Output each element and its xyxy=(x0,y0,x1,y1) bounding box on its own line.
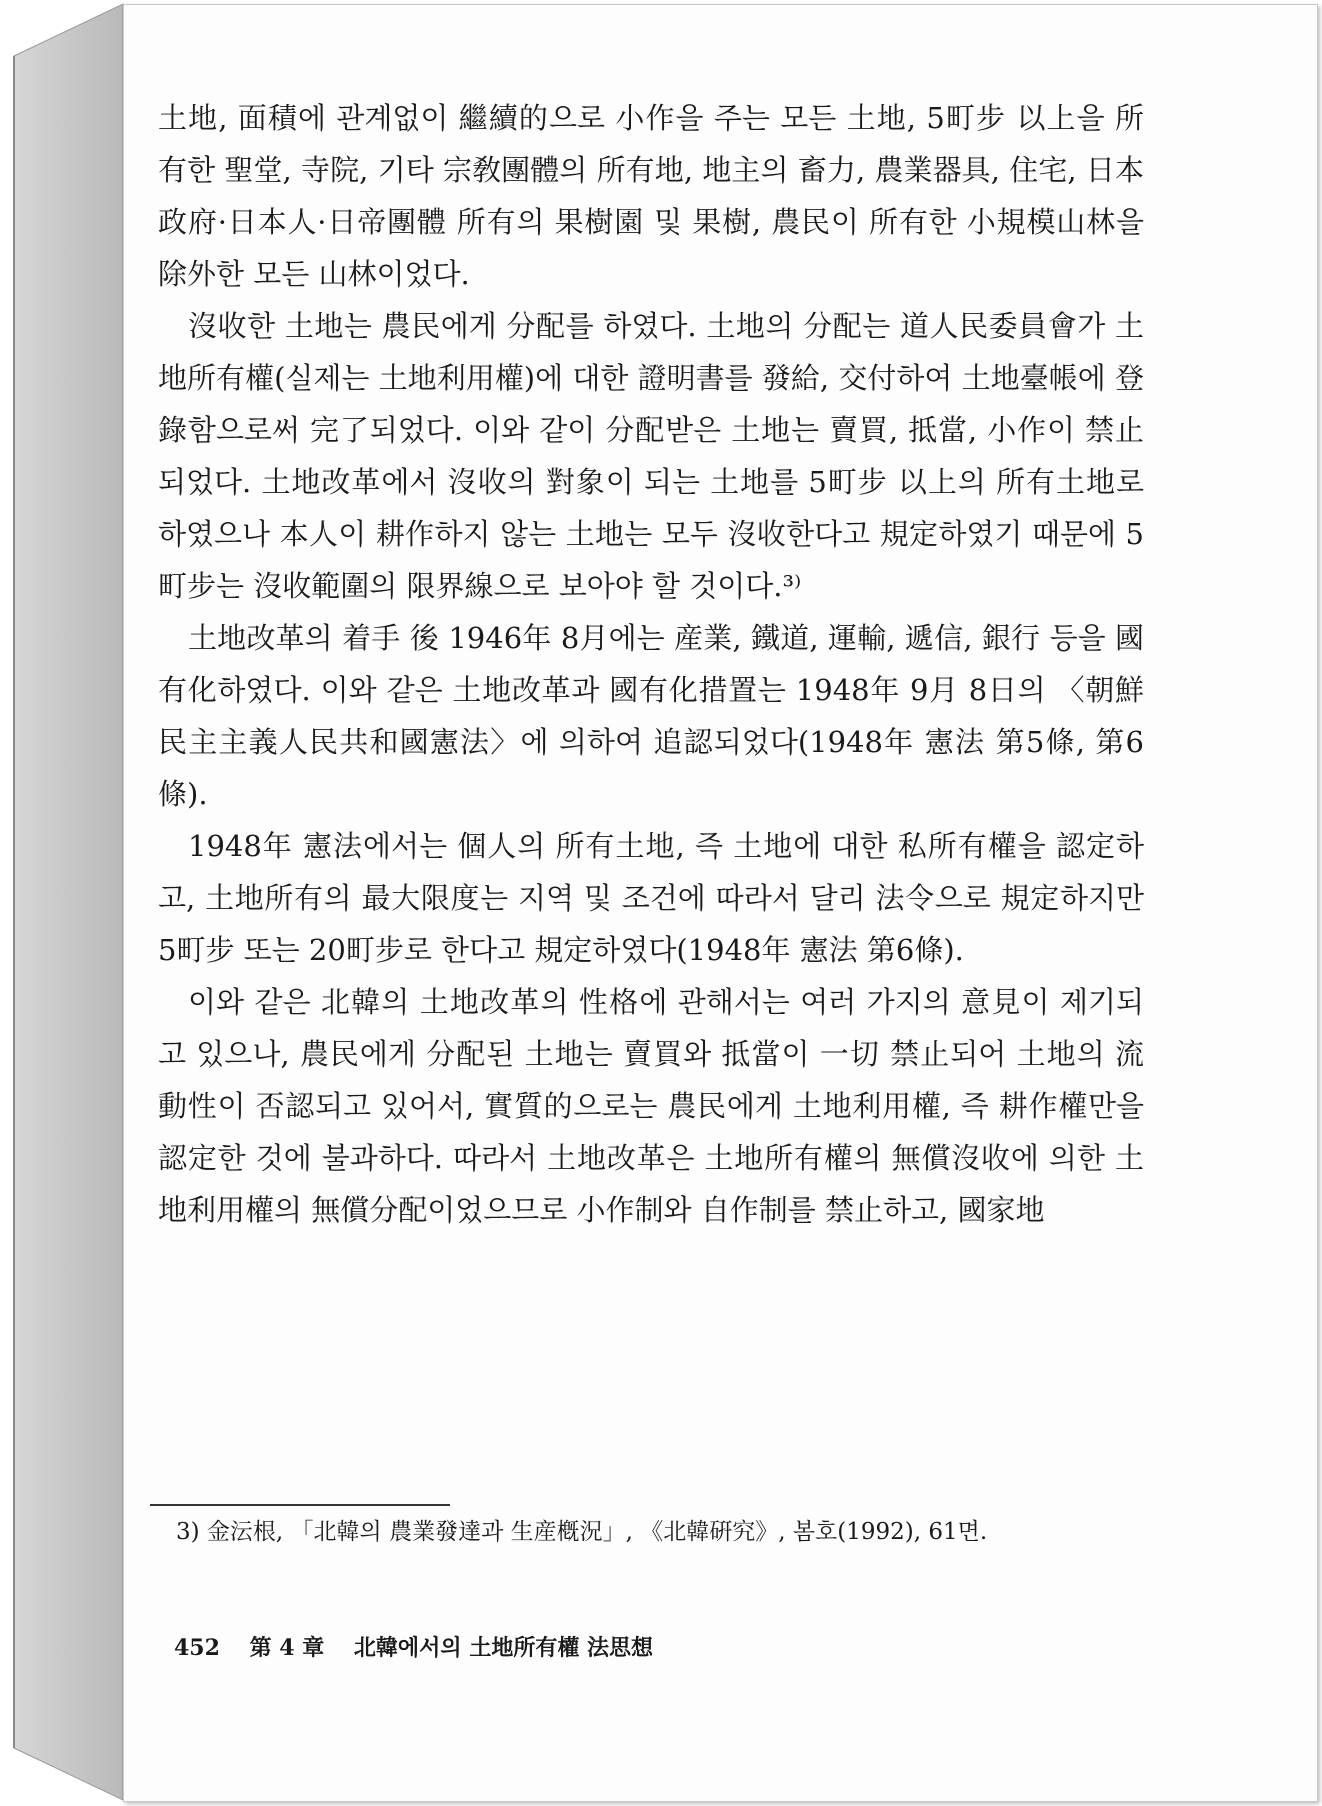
page-footer xyxy=(174,1631,675,1662)
paragraph-5: 이와 같은 北韓의 土地改革의 性格에 관해서는 여러 가지의 意見이 제기되고 있으나, 農民에게 分配된 土地는 賣買와 抵當이 一切 禁止되어 土地의 流動性이 否認되고 있어서, 實質的으로는 農民에게 土地利用權, 즉 耕作權만을 認定한 것에 불과하다. 따라서 土地改革은 土地所有權의 無償沒收에 의한 土地利用權의 無償分配이었으므로 小作制와 自作制를 禁止하고, 國家地 xyxy=(158,985,1144,1227)
paragraph-2: 沒收한 土地는 農民에게 分配를 하였다. 土地의 分配는 道人民委員會가 土地所有權(실제는 土地利用權)에 대한 證明書를 發給, 交付하여 土地臺帳에 登錄함으로써 完了되었다. 이와 같이 分配받은 土地는 賣買, 抵當, 小作이 禁止되었다. 土地改革에서 沒收의 對象이 되는 土地를 5町步 以上의 所有土地로 하였으나 本人이 耕作하지 않는 土地는 모두 沒收한다고 規定하였기 때문에 5町步는 沒收範圍의 限界線으로 보아야 할 것이다.³⁾ xyxy=(158,309,1144,603)
page-number: 452 xyxy=(174,1635,220,1661)
paragraph-4: 1948年 憲法에서는 個人의 所有土地, 즉 土地에 대한 私所有權을 認定하고, 土地所有의 最大限度는 지역 및 조건에 따라서 달리 法令으로 規定하지만 5町步 또는 20町步로 한다고 規定하였다(1948年 憲法 第6條). xyxy=(158,829,1144,967)
footnote-divider xyxy=(150,1504,450,1506)
chapter-title: 北韓에서의 土地所有權 法思想 xyxy=(353,1635,653,1661)
chapter-number: 第 4 章 xyxy=(249,1635,325,1661)
paragraph-1: 土地, 面積에 관계없이 繼續的으로 小作을 주는 모든 土地, 5町步 以上을 所有한 聖堂, 寺院, 기타 宗敎團體의 所有地, 地主의 畜力, 農業器具, 住宅, 日本政府·日本人·日帝團體 所有의 果樹園 및 果樹, 農民이 所有한 小規模山林을 除外한 모든 山林이었다. xyxy=(158,101,1144,291)
footnote: 3) 金沄根, 「北韓의 農業發達과 生産槪況」, 《北韓硏究》, 봄호(1992), 61면. xyxy=(176,1519,988,1545)
paragraph-3: 土地改革의 着手 後 1946年 8月에는 産業, 鐵道, 運輸, 遞信, 銀行 등을 國有化하였다. 이와 같은 土地改革과 國有化措置는 1948年 9月 8日의 〈朝鮮民主主義人民共和國憲法〉에 의하여 追認되었다(1948年 憲法 第5條, 第6條). xyxy=(158,621,1144,811)
body-text xyxy=(158,92,1144,1236)
